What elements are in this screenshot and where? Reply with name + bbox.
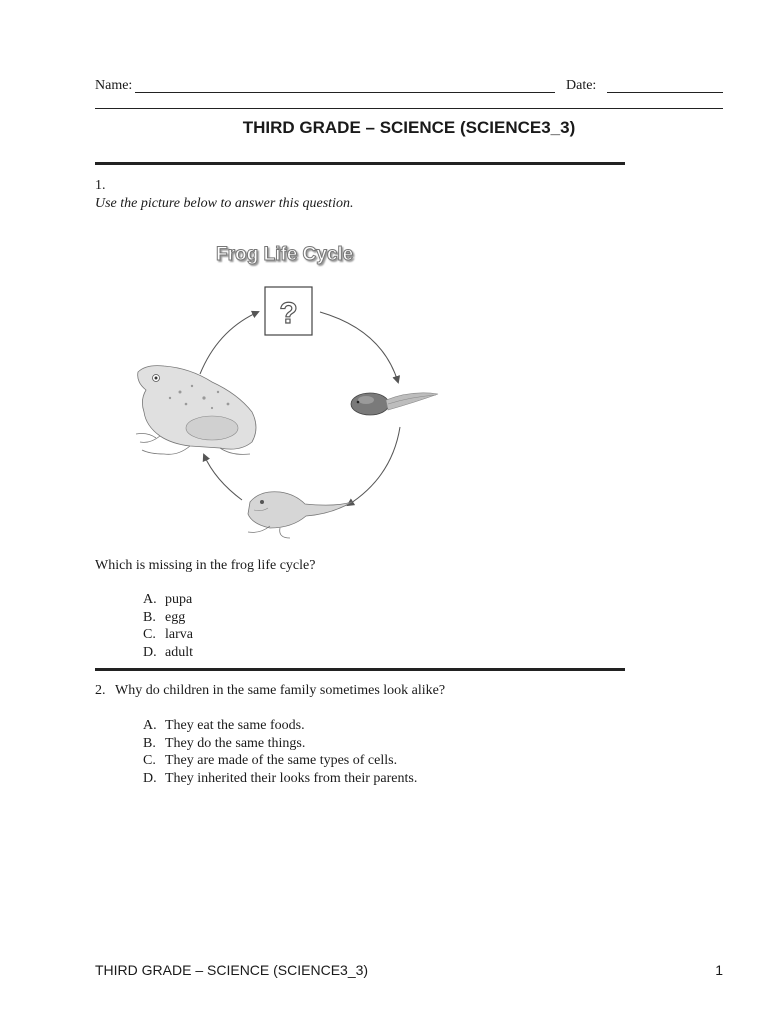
- choice-letter: B.: [143, 735, 156, 751]
- question-1-choices: [143, 591, 193, 661]
- question-2-choice-c[interactable]: [143, 752, 417, 770]
- question-1-choice-c[interactable]: [143, 626, 193, 644]
- choice-letter: A.: [143, 718, 157, 733]
- question-1-choice-a[interactable]: [143, 591, 193, 609]
- footer-title: THIRD GRADE – SCIENCE (SCIENCE3_3): [95, 962, 369, 978]
- arrow-adult-to-missing: [200, 312, 258, 374]
- choice-letter: D.: [143, 770, 157, 786]
- choice-text: larva: [165, 627, 193, 642]
- choice-text: They eat the same foods.: [165, 718, 305, 733]
- choice-letter: B.: [143, 609, 156, 625]
- arrow-froglet-to-adult: [204, 455, 242, 500]
- header-divider: [95, 108, 723, 109]
- choice-text: They do the same things.: [165, 735, 306, 751]
- name-date-row: [95, 78, 723, 98]
- question-1-choice-d[interactable]: [143, 644, 193, 662]
- page-title: THIRD GRADE – SCIENCE (SCIENCE3_3): [242, 118, 576, 137]
- choice-letter: A.: [143, 592, 157, 607]
- question-2-choice-a[interactable]: [143, 717, 417, 735]
- question-2-choice-b[interactable]: [143, 735, 417, 753]
- section-divider: [95, 668, 625, 671]
- date-label: Date:: [566, 78, 597, 93]
- question-2-choice-d[interactable]: [143, 770, 417, 788]
- choice-letter: D.: [143, 644, 157, 660]
- choice-letter: C.: [143, 753, 156, 768]
- choice-text: They inherited their looks from their parents.: [165, 770, 418, 786]
- question-2-number: 2.: [95, 683, 106, 698]
- choice-text: egg: [165, 609, 186, 625]
- froglet-image: [248, 492, 352, 538]
- page-number: 1: [715, 962, 723, 978]
- choice-text: pupa: [165, 592, 193, 607]
- choice-text: adult: [165, 644, 193, 660]
- arrow-tadpole-to-froglet: [348, 427, 400, 505]
- question-1-prompt: Which is missing in the frog life cycle?: [95, 558, 316, 573]
- section-divider: [95, 162, 625, 165]
- adult-frog-image: [136, 366, 256, 455]
- frog-life-cycle-figure: [120, 232, 460, 552]
- choice-text: They are made of the same types of cells.: [165, 753, 398, 768]
- name-blank-line[interactable]: [135, 92, 555, 93]
- missing-stage-box: [265, 287, 312, 335]
- question-2-text: Why do children in the same family sometimes look alike?: [115, 683, 446, 698]
- figure-title: Frog Life Cycle: [216, 244, 354, 265]
- name-label: Name:: [95, 78, 133, 93]
- question-2-choices: [143, 717, 417, 787]
- question-1-number: 1.: [95, 178, 106, 193]
- choice-letter: C.: [143, 627, 156, 642]
- question-2-prompt: [95, 683, 445, 699]
- tadpole-image: [351, 393, 438, 415]
- date-blank-line[interactable]: [607, 92, 723, 93]
- question-1-instruction: Use the picture below to answer this question.: [95, 196, 354, 211]
- question-mark: ?: [279, 297, 298, 330]
- question-1-choice-b[interactable]: [143, 609, 193, 627]
- arrow-missing-to-tadpole: [320, 312, 398, 382]
